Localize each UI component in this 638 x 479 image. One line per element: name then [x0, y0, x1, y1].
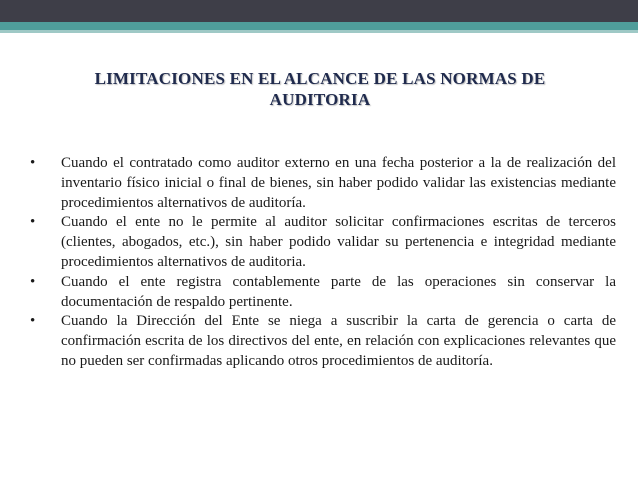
bullet-list	[30, 154, 616, 372]
header-band	[0, 0, 638, 22]
bullet-icon: •	[30, 214, 36, 231]
bullet-text: Cuando el contratado como auditor externo en una fecha posterior a la de realización del inventario físico inicial o final de bienes, sin haber podido validar las existencias mediante procedimientos alternativos de auditoría.	[61, 155, 616, 211]
bullet-item	[30, 154, 616, 213]
bullet-text: Cuando el ente registra contablemente parte de las operaciones sin conservar la documentación de respaldo pertinente.	[61, 273, 616, 310]
bullet-text: Cuando el ente no le permite al auditor solicitar confirmaciones escritas de terceros (clientes, abogados, etc.), sin haber podido validar su pertenencia e integridad mediante procedimientos alternativos de auditoria.	[61, 214, 616, 270]
accent-stripe	[0, 22, 638, 30]
bullet-text: Cuando la Dirección del Ente se niega a suscribir la carta de gerencia o carta de confirmación escrita de los directivos del ente, en relación con explicaciones relevantes que no pueden ser confirmadas aplicando otros procedimientos de auditoría.	[61, 313, 616, 369]
bullet-item	[30, 312, 616, 371]
slide-title-line-1: LIMITACIONES EN EL ALCANCE DE LAS NORMAS DE	[94, 69, 546, 88]
bullet-icon: •	[30, 313, 36, 330]
slide-title-line-2: AUDITORIA	[269, 90, 371, 109]
bullet-item	[30, 213, 616, 272]
bullet-item	[30, 273, 616, 313]
accent-stripe-light	[0, 30, 638, 33]
slide-title	[60, 68, 580, 110]
bullet-icon: •	[30, 155, 36, 171]
bullet-icon: •	[30, 273, 36, 290]
